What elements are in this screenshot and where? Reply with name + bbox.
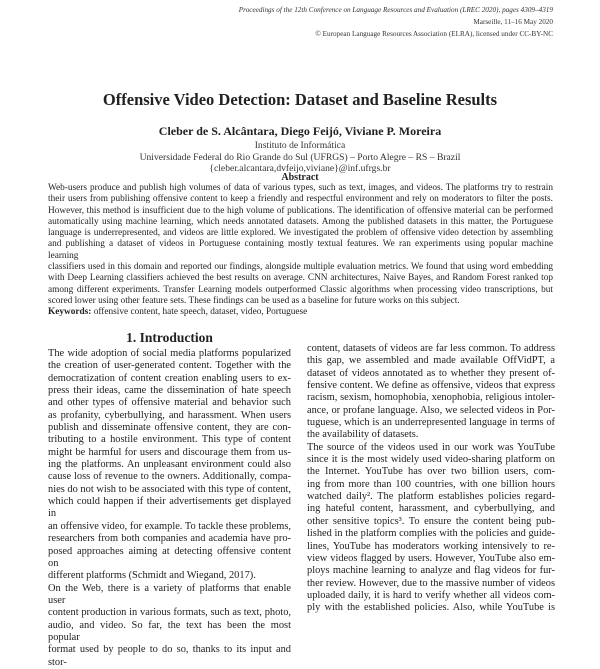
text-line: cause loss of revenue to the owners. Additionally, compa- [48, 471, 291, 483]
text-line: lines, YouTube has moderators working intensively to re- [307, 540, 555, 552]
text-line: since it is the most widely used video-sharing platform on [307, 454, 555, 466]
text-line: nies do not wish to be associated with this type of content, [48, 483, 291, 495]
text-line: might be harmful for users and discourage them from us- [48, 446, 291, 458]
text-line: among different experiments. Transfer Learning models outperformed Classic algorithms when processing video transcriptions, but [48, 284, 553, 295]
text-line: publish and disseminate offensive content, they are con- [48, 422, 291, 434]
text-line: ploys machine learning to analyze and flag videos for fur- [307, 565, 555, 577]
text-line: format used by people to do so, thanks to its input and stor- [48, 644, 291, 668]
text-line: classifiers used in this domain and reported our findings, alongside multiple evaluation metrics. We found that using word embedding [48, 262, 553, 273]
text-line: tributing to a hostile environment. This type of content [48, 434, 291, 446]
text-line: the availability of datasets. [307, 429, 419, 441]
text-line: different platforms (Schmidt and Wiegand, 2017). [48, 570, 256, 582]
authors: Cleber de S. Alcântara, Diego Feijó, Viviane P. Moreira [158, 124, 442, 138]
text-line: tuguese, which is an underrepresented language in terms of [307, 417, 555, 429]
keywords [48, 307, 307, 317]
text-line: The source of the videos used in our work was YouTube [307, 441, 555, 453]
abstract-heading: Abstract [281, 172, 319, 183]
text-line: the Internet. YouTube has over two billion users, com- [307, 466, 555, 478]
paper-title: Offensive Video Detection: Dataset and Baseline Results [102, 90, 498, 109]
text-line: fensive content. We define as offensive, videos that express [307, 380, 555, 392]
text-line: and other types of offensive material and behavior such [48, 397, 291, 409]
text-line: The wide adoption of social media platforms popularized [48, 348, 291, 359]
keywords-label: Keywords: [48, 307, 92, 317]
license-line: © European Language Resources Association (ELRA), licensed under CC-BY-NC [315, 30, 553, 38]
text-line: with Deep Learning classifiers achieved the best results on average. CNN architectures, Naive Bayes, and Random Forest ranked top [48, 273, 553, 284]
text-line: language is underrepresented, and videos are little explored. We investigated the problem of offensive video detection by assembling [48, 228, 553, 239]
proceedings-line: Proceedings of the 12th Conference on Language Resources and Evaluation (LREC 2020), pages 4309–4319 [238, 6, 553, 14]
text-line: other sensitive topics³. To ensure the content being pub- [307, 515, 555, 527]
text-line: and publishing a dataset of videos in Portuguese containing mostly textual features. We ran experiments using popular machine learning [48, 239, 553, 261]
abstract-body [48, 183, 553, 307]
text-line: their users from publishing offensive content to keep a friendly and respectful environment and rely on moderators to filter the posts. [48, 194, 553, 205]
text-line: watched daily². The platform establishes policies regard- [307, 491, 555, 503]
text-line: racism, sexism, homophobia, xenophobia, religious intoler- [307, 392, 555, 404]
text-line: ing hateful content, harassment, and cyberbullying, and [307, 503, 555, 515]
text-line: content production in various formats, such as text, photo, [48, 607, 291, 619]
text-line: as profanity, cyberbullying, and harassment. When users [48, 409, 291, 421]
text-line: dataset of videos annotated as to whether they present of- [307, 367, 555, 379]
university: Universidade Federal do Rio Grande do Sul (UFRGS) – Porto Alegre – RS – Brazil [139, 152, 461, 163]
location-line: Marseille, 11–16 May 2020 [473, 18, 553, 26]
text-line: posed approaches aiming at detecting offensive content on [48, 545, 291, 569]
text-line: researchers from both companies and academia have pro- [48, 533, 291, 545]
text-line: ing from more than 100 countries, with one billion hours [307, 478, 555, 490]
text-line: an offensive video, for example. To tackle these problems, [48, 520, 291, 532]
text-line: ing the platforms. An unpleasant environment could also [48, 459, 291, 471]
text-line: content, datasets of videos are far less common. To address [307, 343, 555, 354]
text-line: ther review. However, due to the massive number of videos [307, 577, 555, 589]
text-line: Web-users produce and publish high volumes of data of various types, such as text, images, and videos. The platforms try to restrain [48, 183, 553, 193]
text-line: press their ideas, came the dissemination of hate speech [48, 385, 291, 397]
text-line: which could happen if their advertisements get displayed in [48, 496, 291, 520]
keywords-value: offensive content, hate speech, dataset, video, Portuguese [91, 307, 308, 317]
text-line: democratization of content creation enabling users to ex- [48, 372, 291, 384]
text-line: On the Web, there is a variety of platforms that enable user [48, 582, 291, 606]
right-column [307, 343, 555, 615]
email: {cleber.alcantara,dvfeijo,viviane}@inf.ufrgs.br [209, 163, 391, 174]
text-line: ance, or profane language. Also, we selected videos in Por- [307, 404, 555, 416]
text-line: audio, and video. So far, the text has been the most popular [48, 619, 291, 643]
section-heading-introduction: 1. Introduction [126, 330, 213, 345]
text-line: automatically using machine learning, which needs annotated datasets. Among the published datasets in this matter, the Portuguese [48, 216, 553, 227]
text-line: ply with the established policies. Also, while YouTube is [307, 602, 555, 614]
text-line: scored lower using other feature sets. These findings can be used as a baseline for future works on this subject. [48, 295, 460, 306]
text-line: However, this method is insufficient due to the high volume of publications. The identification of offensive material can be performed [48, 205, 553, 216]
text-line: the creation of user-generated content. Together with the [48, 360, 291, 372]
text-line: view videos flagged by users. However, YouTube also em- [307, 552, 555, 564]
text-line: uploaded daily, it is hard to verify whether all videos com- [307, 589, 555, 601]
left-column [48, 348, 291, 669]
text-line: lished in the platform complies with the policies and guide- [307, 528, 555, 540]
institute: Instituto de Informática [254, 140, 346, 151]
text-line: this gap, we assembled and made available OffVidPT, a [307, 355, 555, 367]
